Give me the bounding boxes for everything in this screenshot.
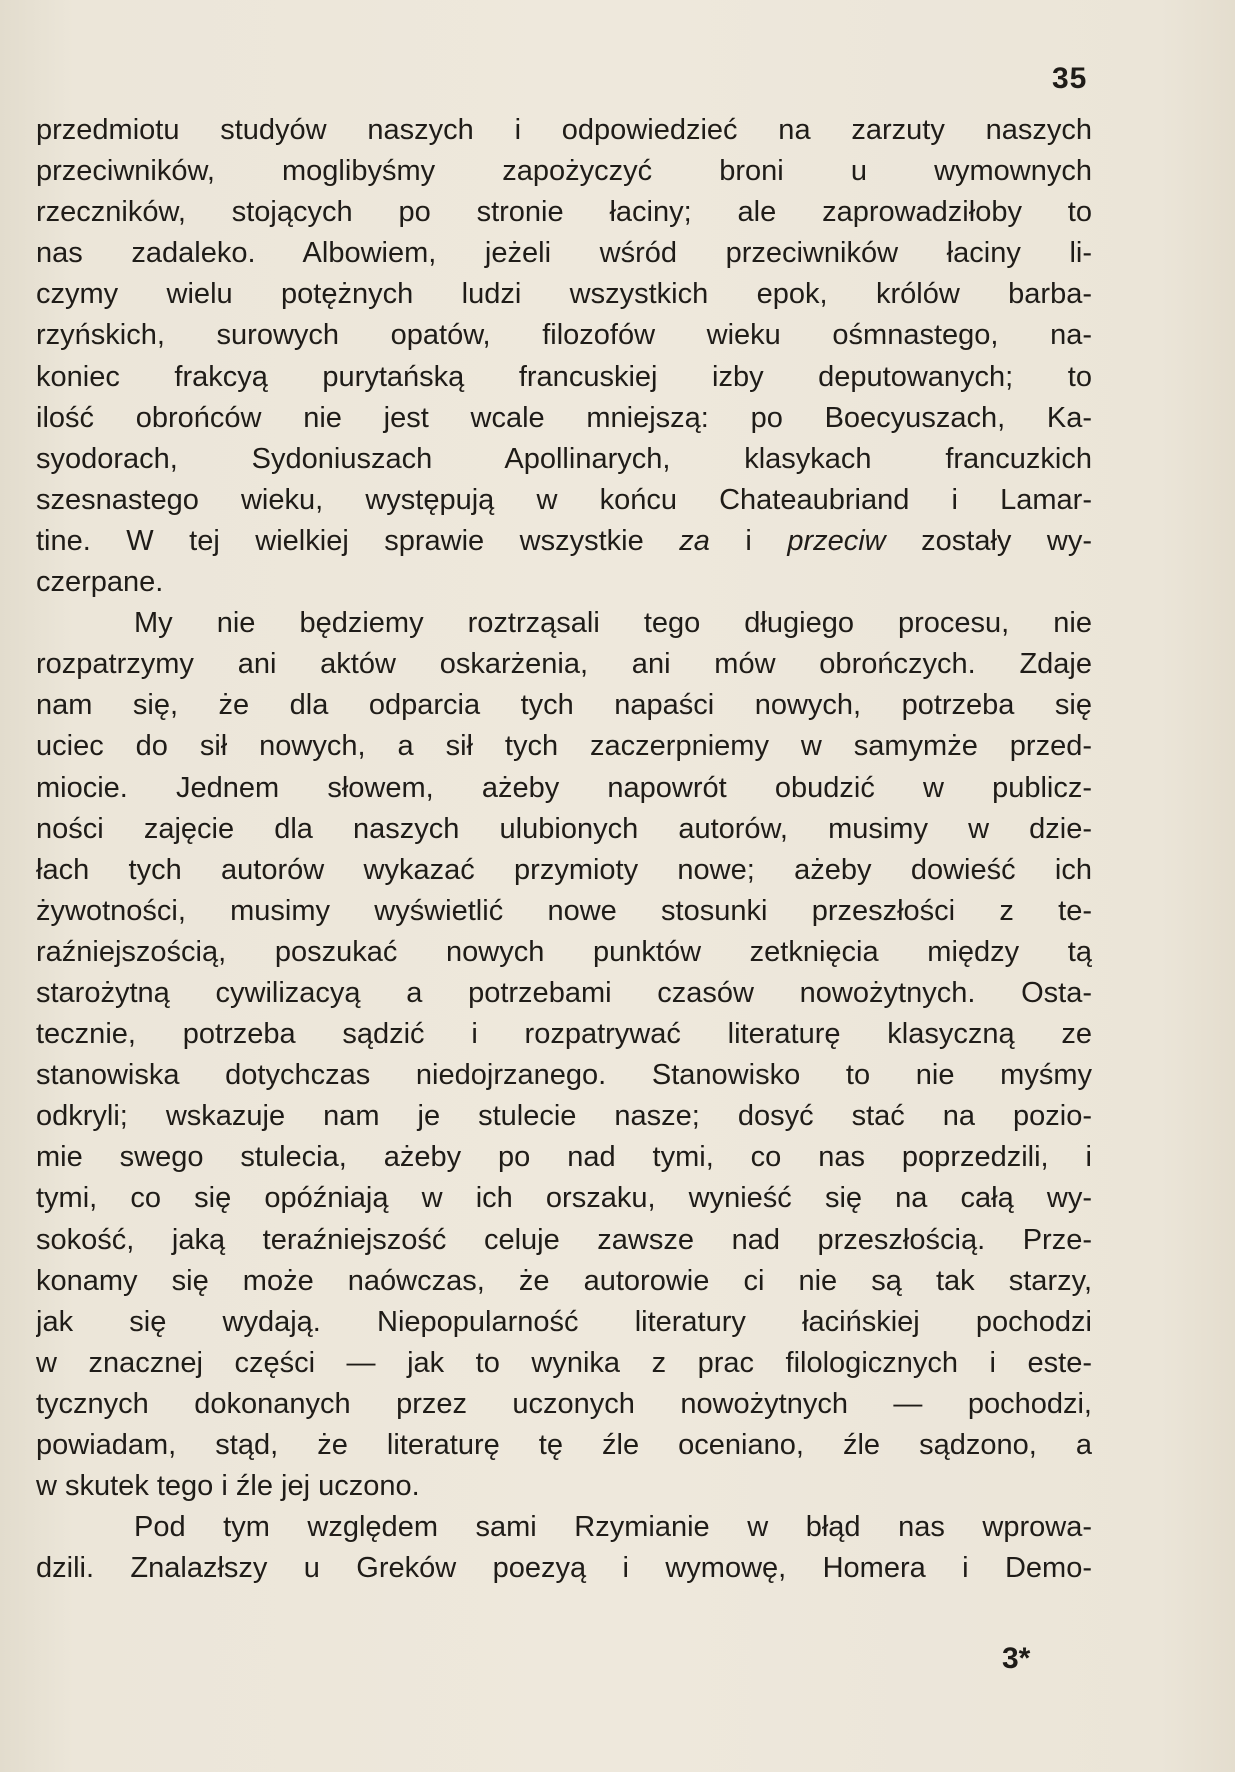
text-line: w znacznej części — jak to wynika z prac filologicznych i este- [36, 1346, 1092, 1379]
text-line: raźniejszością, poszukać nowych punktów zetknięcia między tą [36, 935, 1092, 968]
text-line: rozpatrzymy ani aktów oskarżenia, ani mów obrończych. Zdaje [36, 648, 1092, 681]
text-line: tymi, co się opóźniają w ich orszaku, wynieść się na całą wy- [36, 1182, 1092, 1215]
text-line: rzeczników, stojących po stronie łaciny; ale zaprowadziłoby to [36, 196, 1092, 229]
text-line: odkryli; wskazuje nam je stulecie nasze; dosyć stać na pozio- [36, 1100, 1092, 1133]
paragraph-end-line: czerpane. [36, 566, 164, 599]
text-line: nas zadaleko. Albowiem, jeżeli wśród przeciwników łaciny li- [36, 237, 1092, 270]
italic-word: przeciw [787, 524, 886, 557]
body-text [36, 110, 1092, 1589]
text-line: rzyńskich, surowych opatów, filozofów wieku ośmnastego, na- [36, 319, 1092, 352]
paragraph-start-line: My nie będziemy roztrząsali tego długiego procesu, nie [134, 607, 1092, 640]
text-line-with-italics [36, 521, 1092, 562]
text-line: sokość, jaką teraźniejszość celuje zawsze nad przeszłością. Prze- [36, 1223, 1092, 1256]
text-line: konamy się może naówczas, że autorowie ci nie są tak starzy, [36, 1264, 1092, 1297]
text-line: miocie. Jednem słowem, ażeby napowrót obudzić w publicz- [36, 771, 1092, 804]
text-line: syodorach, Sydoniuszach Apollinarych, klasykach francuzkich [36, 442, 1092, 475]
text-line: stanowiska dotychczas niedojrzanego. Stanowisko to nie myśmy [36, 1059, 1092, 1092]
italic-word: za [679, 524, 710, 557]
text-line: tecznie, potrzeba sądzić i rozpatrywać literaturę klasyczną ze [36, 1018, 1092, 1051]
line-text-part: tine. W tej wielkiej sprawie wszystkie [36, 524, 680, 557]
text-line: żywotności, musimy wyświetlić nowe stosunki przeszłości z te- [36, 894, 1092, 927]
text-line: przedmiotu studyów naszych i odpowiedzieć na zarzuty naszych [36, 114, 1092, 146]
line-text-part: zostały wy- [885, 524, 1092, 557]
text-line: powiadam, stąd, że literaturę tę źle oceniano, źle sądzono, a [36, 1429, 1092, 1461]
text-line: przeciwników, moglibyśmy zapożyczyć broni u wymownych [36, 155, 1092, 188]
text-line: nam się, że dla odparcia tych napaści nowych, potrzeba się [36, 689, 1092, 722]
text-line: starożytną cywilizacyą a potrzebami czasów nowożytnych. Osta- [36, 976, 1092, 1009]
text-line: mie swego stulecia, ażeby po nad tymi, co nas poprzedzili, i [36, 1141, 1092, 1174]
text-line: czymy wielu potężnych ludzi wszystkich epok, królów barba- [36, 278, 1092, 311]
text-line: tycznych dokonanych przez uczonych nowożytnych — pochodzi, [36, 1387, 1092, 1420]
text-line: dzili. Znalazłszy u Greków poezyą i wymowę, Homera i Demo- [36, 1552, 1092, 1585]
text-line: koniec frakcyą purytańską francuskiej izby deputowanych; to [36, 360, 1092, 393]
text-line: łach tych autorów wykazać przymioty nowe; ażeby dowieść ich [36, 853, 1092, 886]
text-line: jak się wydają. Niepopularność literatury łacińskiej pochodzi [36, 1305, 1092, 1338]
text-line: ilość obrońców nie jest wcale mniejszą: po Boecyuszach, Ka- [36, 401, 1092, 434]
line-text-part: i [709, 524, 788, 557]
paragraph-end-line: w skutek tego i źle jej uczono. [36, 1470, 420, 1503]
text-line: uciec do sił nowych, a sił tych zaczerpniemy w samymże przed- [36, 730, 1092, 763]
page-number: 35 [1052, 62, 1088, 95]
text-line: ności zajęcie dla naszych ulubionych autorów, musimy w dzie- [36, 812, 1092, 845]
paragraph-start-line: Pod tym względem sami Rzymianie w błąd nas wprowa- [134, 1511, 1092, 1544]
signature-mark: 3* [1002, 1642, 1031, 1675]
text-line: szesnastego wieku, występują w końcu Chateaubriand i Lamar- [36, 483, 1092, 516]
